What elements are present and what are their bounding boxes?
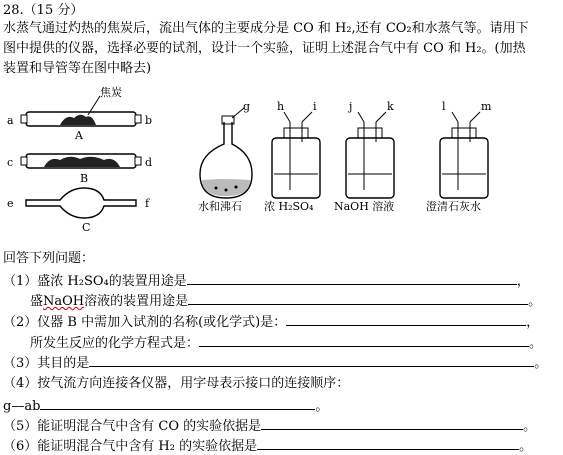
flask-caption: 水和沸石	[198, 200, 242, 213]
port-h-label: h	[277, 100, 285, 113]
question-2a-text: （2）仪器 B 中需加入试剂的名称(或化学式)是：	[3, 315, 287, 330]
answer-blank-2a[interactable]	[286, 313, 526, 326]
question-5-text: （5）能证明混合气中含有 CO 的实验依据是	[3, 419, 262, 434]
question-1a	[3, 272, 530, 290]
port-g-label: g	[243, 100, 251, 113]
tube-a-label: A	[75, 129, 83, 142]
bottle-naoh	[334, 100, 394, 213]
port-b-label: b	[145, 114, 153, 127]
port-c-label: c	[7, 156, 14, 169]
question-2a	[3, 313, 539, 331]
question-6-end: 。	[519, 439, 533, 454]
bottle3-caption: 澄清石灰水	[426, 200, 481, 213]
question-4-end: 。	[315, 399, 329, 414]
answer-blank-4[interactable]	[40, 397, 315, 410]
port-i-label: i	[313, 100, 317, 113]
connection-sequence: g—ab	[3, 399, 41, 414]
question-2a-end: ，	[526, 315, 540, 330]
question-1b-text: 溶液的装置用途是	[84, 294, 189, 309]
questions-intro: 回答下列问题：	[3, 251, 95, 266]
flask	[198, 100, 252, 213]
answer-blank-2b[interactable]	[199, 334, 529, 347]
question-3-end: 。	[534, 356, 548, 371]
tube-b-solid	[44, 157, 120, 167]
question-1a-end: ，	[516, 274, 530, 289]
question-3	[3, 354, 547, 372]
answer-blank-6[interactable]	[257, 437, 519, 450]
answer-blank-1b[interactable]	[188, 292, 528, 305]
question-number: 28.（15 分）	[3, 3, 84, 18]
question-1a-text: （1）盛浓 H₂SO₄的装置用途是	[3, 274, 187, 289]
intro-line-1: 水蒸气通过灼热的焦炭后，流出气体的主要成分是 CO 和 H₂,还有 CO₂和水蒸气等。请用下	[3, 21, 529, 36]
port-f-label: f	[145, 197, 150, 210]
port-a-label: a	[7, 114, 14, 127]
bottle2-caption: NaOH 溶液	[334, 200, 395, 213]
bottle-limewater	[426, 100, 492, 213]
coke-label: 焦炭	[100, 86, 122, 99]
port-k-label: k	[387, 100, 394, 113]
tube-c-label: C	[82, 221, 91, 234]
question-1b-pre: 盛	[30, 294, 44, 309]
port-l-label: l	[442, 100, 446, 113]
apparatus-figure	[0, 82, 563, 247]
port-d-label: d	[145, 156, 153, 169]
intro-line-3: 装置和导管等在图中略去)	[3, 61, 152, 76]
answer-blank-5[interactable]	[261, 417, 523, 430]
question-5-end: 。	[523, 419, 537, 434]
question-1b	[30, 292, 541, 310]
question-2b-end: 。	[529, 336, 543, 351]
question-3-text: （3）其目的是	[3, 356, 90, 371]
answer-blank-3[interactable]	[89, 354, 534, 367]
question-6	[3, 437, 532, 455]
question-4: （4）按气流方向连接各仪器，用字母表示接口的连接顺序：	[3, 376, 350, 391]
question-2b	[30, 334, 542, 352]
intro-line-2: 图中提供的仪器，选择必要的试剂，设计一个实验，证明上述混合气中有 CO 和 H₂。(加热	[3, 41, 526, 56]
tube-c	[7, 188, 150, 234]
bottle1-caption: 浓 H₂SO₄	[264, 200, 314, 213]
port-j-label: j	[349, 100, 353, 113]
port-e-label: e	[7, 197, 14, 210]
question-6-text: （6）能证明混合气中含有 H₂ 的实验依据是	[3, 439, 258, 454]
coke-pile	[60, 115, 96, 125]
question-4-answer	[3, 397, 328, 415]
tube-a	[7, 85, 152, 142]
naoh-text: NaOH	[43, 294, 85, 309]
bottle-h2so4	[264, 100, 320, 213]
tube-b-label: B	[80, 172, 89, 185]
tube-b	[7, 154, 152, 185]
question-1b-end: 。	[528, 294, 542, 309]
question-2b-text: 所发生反应的化学方程式是：	[30, 336, 200, 351]
port-m-label: m	[481, 100, 492, 113]
question-5	[3, 417, 536, 435]
answer-blank-1a[interactable]	[187, 272, 517, 285]
